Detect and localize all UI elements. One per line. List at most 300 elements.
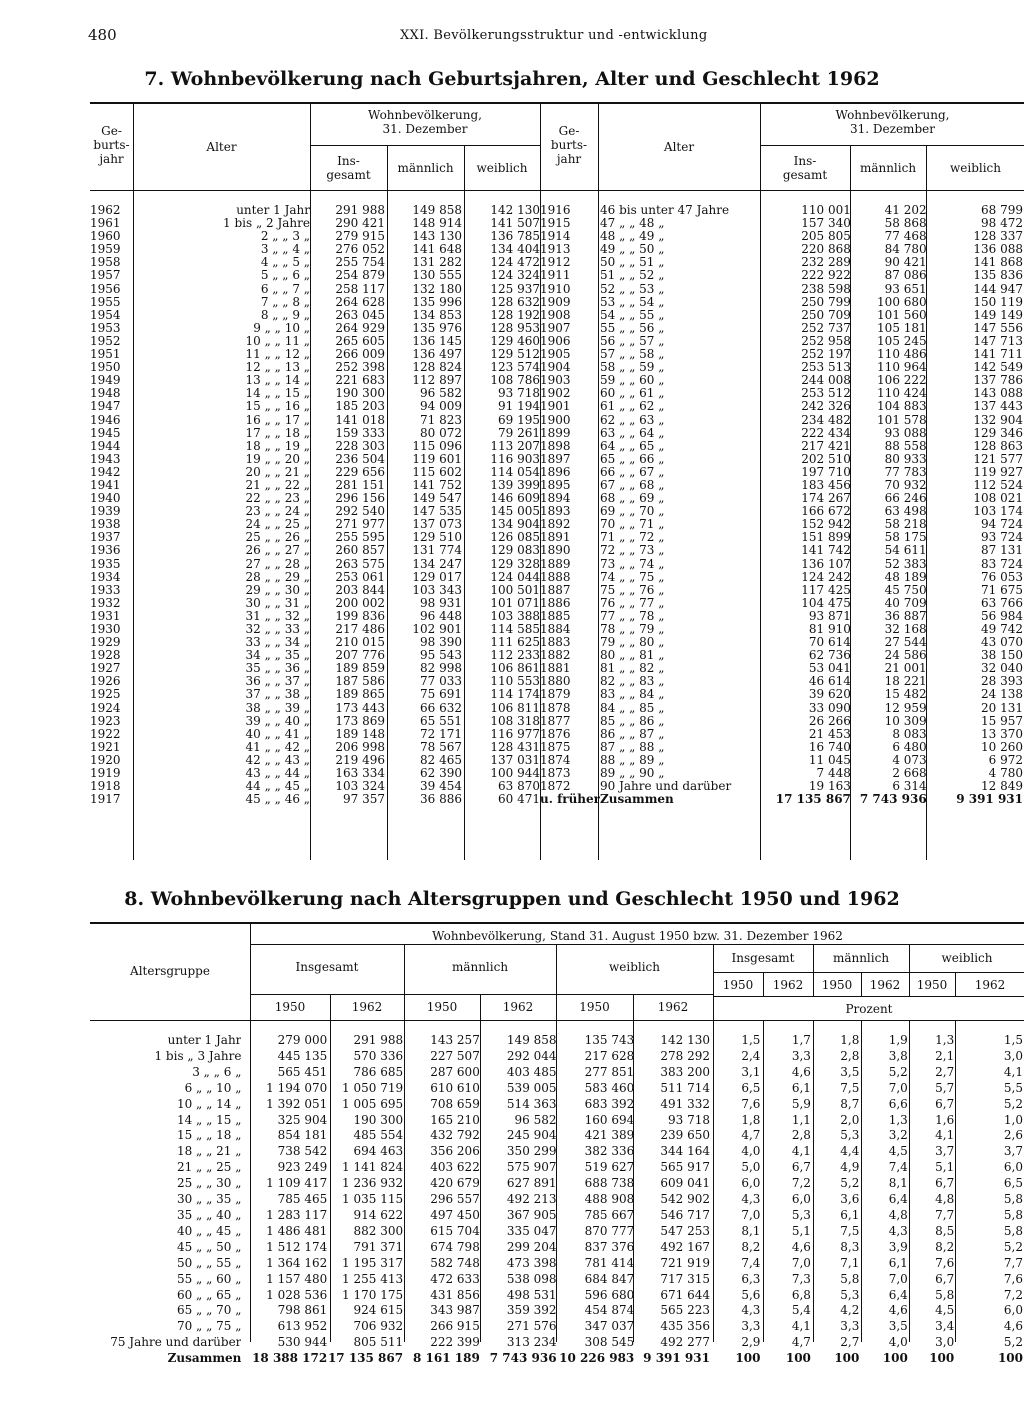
cell-ins-1950: 445 135 [277,1048,328,1063]
cell-ins-1950: 854 181 [277,1128,328,1143]
cell-insgesamt: 141 018 [335,413,385,427]
cell-m-1962: 473 398 [506,1255,557,1270]
cell-weiblich: 129 328 [490,557,540,571]
cell-w-1962: 492 277 [660,1335,710,1350]
cell-altersgruppe: 30 „ „ 35 „ [176,1192,242,1207]
table-row [540,296,1023,309]
cell-ins-1962: 1 050 719 [342,1080,404,1095]
cell-geburtsjahr: 1923 [90,714,121,728]
table-row [90,531,540,544]
cell-alter: 11 „ „ 12 „ [245,348,310,362]
cell-insgesamt: 258 117 [335,282,385,296]
cell-alter: 9 „ „ 10 „ [253,321,310,335]
cell-geburtsjahr: 1955 [90,295,121,309]
cell-m-1950: 296 557 [430,1192,480,1207]
cell-w-1950: 781 414 [584,1255,635,1270]
cell-pct-m-1962: 1,9 [888,1033,908,1047]
cell-geburtsjahr: 1902 [540,387,571,401]
cell-weiblich: 134 404 [490,243,540,257]
table-row [90,361,540,374]
table-row [90,230,540,243]
cell-w-1950: 688 738 [584,1176,635,1191]
cell-geburtsjahr: 1944 [90,439,121,453]
table-row [540,597,1023,610]
cell-alter: 44 „ „ 45 „ [245,780,310,794]
t8-stand-header: Wohnbevölkerung, Stand 31. August 1950 bzw. 31. Dezember 1962 [432,929,843,943]
cell-maennlich: 149 858 [412,204,462,217]
cell-weiblich: 103 388 [490,609,540,623]
cell-pct-ins-1962: 6,1 [791,1080,811,1095]
cell-ins-1950: 279 000 [277,1033,328,1047]
cell-alter: 14 „ „ 15 „ [245,387,310,401]
cell-pct-ins-1950: 7,4 [741,1255,761,1270]
cell-geburtsjahr: 1936 [90,544,121,558]
cell-maennlich: 101 560 [877,308,927,322]
table-row [90,623,540,636]
cell-maennlich: 10 309 [884,714,927,728]
cell-ins-1962: 1 035 115 [342,1192,404,1207]
cell-weiblich: 114 585 [490,623,540,636]
table-row [90,728,540,741]
table-row [540,623,1023,636]
cell-maennlich: 78 567 [420,740,462,754]
cell-geburtsjahr: 1932 [90,596,121,610]
cell-alter: 1 bis „ 2 Jahre [223,217,310,231]
table-row [90,1065,1023,1081]
cell-pct-ins-1950: 1,8 [741,1112,761,1127]
table-row [90,309,540,322]
cell-weiblich: 126 085 [490,531,540,545]
cell-weiblich: 124 472 [490,256,540,270]
cell-ins-1962: 485 554 [353,1128,404,1143]
cell-geburtsjahr: 1920 [90,753,121,767]
cell-maennlich: 132 180 [412,282,462,296]
cell-ins-1950: 785 465 [277,1192,328,1207]
table-row [540,427,1023,440]
table-row [540,204,1023,217]
cell-maennlich: 77 783 [884,465,927,479]
cell-m-1962: 627 891 [506,1176,557,1191]
cell-ins-1950: 798 861 [277,1303,328,1318]
cell-pct-w-1950: 1,3 [935,1033,955,1047]
cell-pct-ins-1950: 4,7 [741,1128,761,1143]
t8-col-w-1962: 1962 [657,1000,689,1014]
cell-alter: 56 „ „ 57 „ [599,334,665,348]
cell-geburtsjahr: 1886 [540,596,571,610]
cell-pct-m-1962: 4,5 [888,1144,908,1159]
cell-pct-m-1950: 2,0 [840,1112,860,1127]
cell-w-1962: 9 391 931 [643,1351,710,1366]
cell-insgesamt: 242 326 [801,400,851,414]
table-row [90,1144,1023,1160]
cell-alter: 35 „ „ 36 „ [245,662,310,676]
cell-alter: 2 „ „ 3 „ [260,230,310,244]
cell-geburtsjahr: 1919 [90,767,121,781]
cell-m-1962: 149 858 [506,1033,557,1047]
table-row [90,793,540,806]
t7-col-ins-right: Ins- gesamt [782,154,828,182]
cell-weiblich: 128 337 [973,230,1023,244]
cell-m-1962: 292 044 [506,1048,557,1063]
cell-maennlich: 106 222 [877,374,927,388]
table-row [90,440,540,453]
cell-maennlich: 110 964 [877,361,927,375]
cell-maennlich: 88 558 [884,439,927,453]
cell-m-1950: 615 704 [430,1223,480,1238]
cell-w-1962: 491 332 [660,1096,710,1111]
table-row [90,702,540,715]
cell-maennlich: 21 001 [884,662,927,676]
t7-col-ins-left: Ins- gesamt [326,154,371,182]
cell-w-1950: 421 389 [584,1128,635,1143]
cell-m-1962: 245 904 [506,1128,557,1143]
cell-ins-1950: 738 542 [277,1144,328,1159]
cell-maennlich: 128 824 [412,361,462,375]
cell-geburtsjahr: 1930 [90,623,121,636]
t8-pct-m-1950: 1950 [821,978,853,992]
cell-w-1962: 344 164 [660,1144,710,1159]
cell-ins-1950: 1 283 117 [266,1207,328,1222]
t8-pct-maennlich: männlich [832,951,890,965]
cell-pct-ins-1962: 4,1 [791,1144,811,1159]
cell-pct-ins-1962: 4,6 [791,1239,811,1254]
table-row [540,374,1023,387]
cell-maennlich: 147 535 [412,505,462,519]
table-row [540,610,1023,623]
cell-geburtsjahr: 1879 [540,688,571,702]
cell-alter: 64 „ „ 65 „ [599,439,665,453]
cell-pct-m-1950: 3,6 [840,1192,860,1207]
cell-m-1950: 287 600 [430,1064,480,1079]
cell-weiblich: 141 711 [973,348,1023,362]
cell-geburtsjahr: 1908 [540,308,571,322]
cell-geburtsjahr: 1947 [90,400,121,414]
table-row [90,1049,1023,1065]
table-row [90,1224,1023,1240]
t8-pct-w-1950: 1950 [916,978,948,992]
cell-weiblich: 68 799 [981,204,1023,217]
cell-geburtsjahr: 1951 [90,348,121,362]
cell-pct-ins-1962: 6,0 [791,1192,811,1207]
cell-pct-m-1950: 7,5 [840,1080,860,1095]
cell-maennlich: 58 868 [884,217,927,231]
cell-alter: 43 „ „ 44 „ [245,767,310,781]
cell-geburtsjahr: 1959 [90,243,121,257]
cell-ins-1962: 190 300 [353,1112,404,1127]
cell-geburtsjahr: 1922 [90,727,121,741]
cell-geburtsjahr: 1917 [90,793,121,807]
t8-col-altersgruppe: Altersgruppe [130,964,210,978]
cell-alter: 84 „ „ 85 „ [599,701,665,715]
table-row [90,427,540,440]
cell-weiblich: 116 977 [490,727,540,741]
cell-w-1962: 721 919 [660,1255,710,1270]
cell-weiblich: 28 393 [981,675,1023,689]
cell-w-1950: 519 627 [584,1160,635,1175]
cell-maennlich: 6 480 [892,740,927,754]
cell-alter: 7 „ „ 8 „ [260,295,310,309]
cell-geburtsjahr: 1915 [540,217,571,231]
cell-w-1950: 683 392 [584,1096,635,1111]
cell-pct-m-1962: 6,6 [888,1096,908,1111]
cell-insgesamt: 219 496 [335,753,385,767]
cell-maennlich: 84 780 [884,243,927,257]
cell-maennlich: 7 743 936 [859,793,927,807]
cell-weiblich: 98 472 [981,217,1023,231]
cell-insgesamt: 228 303 [335,439,385,453]
cell-insgesamt: 206 998 [335,740,385,754]
cell-ins-1962: 791 371 [353,1239,404,1254]
cell-insgesamt: 250 799 [801,295,851,309]
cell-pct-m-1950: 5,3 [840,1128,860,1143]
cell-weiblich: 106 861 [490,662,540,676]
cell-m-1950: 472 633 [430,1271,480,1286]
cell-alter: 65 „ „ 66 „ [599,452,665,466]
cell-pct-m-1950: 3,5 [840,1064,860,1079]
cell-geburtsjahr: 1899 [540,426,571,440]
table-row [90,1240,1023,1256]
cell-m-1950: 431 856 [430,1287,480,1302]
cell-alter: 79 „ „ 80 „ [599,636,665,650]
cell-pct-w-1950: 2,1 [935,1048,955,1063]
cell-w-1962: 546 717 [660,1207,710,1222]
cell-insgesamt: 279 915 [335,230,385,244]
cell-geburtsjahr: 1890 [540,544,571,558]
cell-pct-m-1950: 5,8 [840,1271,860,1286]
cell-weiblich: 20 131 [981,701,1023,715]
table-row [90,256,540,269]
cell-alter: 60 „ „ 61 „ [599,387,665,401]
cell-w-1962: 609 041 [660,1176,710,1191]
cell-w-1962: 435 356 [660,1319,710,1334]
cell-insgesamt: 190 300 [335,387,385,401]
cell-pct-m-1962: 3,8 [888,1048,908,1063]
cell-pct-ins-1962: 5,9 [791,1096,811,1111]
cell-pct-w-1962: 4,6 [1003,1319,1023,1334]
t8-col-m-1950: 1950 [426,1000,458,1014]
cell-alter: 3 „ „ 4 „ [260,243,310,257]
cell-maennlich: 105 181 [877,321,927,335]
cell-pct-m-1950: 1,8 [840,1033,860,1047]
cell-alter: 23 „ „ 24 „ [245,505,310,519]
cell-weiblich: 128 863 [973,439,1023,453]
cell-w-1950: 382 336 [584,1144,635,1159]
cell-alter: 55 „ „ 56 „ [599,321,665,335]
cell-insgesamt: 189 865 [335,688,385,702]
cell-insgesamt: 253 061 [335,570,385,584]
cell-weiblich: 87 131 [981,544,1023,558]
cell-maennlich: 131 282 [412,256,462,270]
cell-weiblich: 112 524 [973,478,1023,492]
cell-maennlich: 130 555 [412,269,462,283]
table8-body [90,1033,1023,1367]
cell-maennlich: 45 750 [884,583,927,597]
cell-w-1950: 347 037 [584,1319,635,1334]
cell-alter: 38 „ „ 39 „ [245,701,310,715]
cell-weiblich: 43 070 [981,636,1023,650]
cell-insgesamt: 271 977 [335,518,385,532]
cell-insgesamt: 173 443 [335,701,385,715]
cell-w-1950: 135 743 [584,1033,635,1047]
cell-geburtsjahr: 1903 [540,374,571,388]
cell-m-1962: 539 005 [506,1080,557,1095]
cell-w-1950: 160 694 [584,1112,635,1127]
cell-maennlich: 102 901 [412,623,462,636]
cell-insgesamt: 252 737 [801,321,851,335]
cell-geburtsjahr: 1905 [540,348,571,362]
cell-m-1962: 498 531 [506,1287,557,1302]
cell-pct-w-1962: 5,5 [1003,1080,1023,1095]
cell-insgesamt: 16 740 [808,740,851,754]
cell-maennlich: 15 482 [884,688,927,702]
cell-geburtsjahr: 1906 [540,334,571,348]
cell-m-1950: 266 915 [430,1319,480,1334]
cell-pct-m-1962: 4,6 [888,1303,908,1318]
t7-col-geburtsjahr-right: Ge- burts- jahr [550,124,588,166]
cell-maennlich: 8 083 [892,727,927,741]
cell-pct-w-1950: 2,7 [935,1064,955,1079]
cell-insgesamt: 210 015 [335,636,385,650]
cell-geburtsjahr: 1938 [90,518,121,532]
cell-pct-ins-1962: 1,7 [791,1033,811,1047]
cell-maennlich: 58 175 [884,531,927,545]
table7-right-body [540,204,1023,806]
cell-geburtsjahr: 1889 [540,557,571,571]
cell-geburtsjahr: 1884 [540,623,571,636]
table-row [540,649,1023,662]
cell-geburtsjahr: 1948 [90,387,121,401]
table-row [90,269,540,282]
cell-insgesamt: 252 958 [801,334,851,348]
cell-maennlich: 110 424 [877,387,927,401]
t8-col-weiblich: weiblich [608,960,661,974]
cell-weiblich: 147 713 [973,334,1023,348]
cell-pct-m-1950: 2,8 [840,1048,860,1063]
cell-geburtsjahr: 1921 [90,740,121,754]
cell-alter: 69 „ „ 70 „ [599,505,665,519]
cell-pct-ins-1950: 4,3 [741,1303,761,1318]
cell-insgesamt: 11 045 [808,753,851,767]
cell-w-1962: 565 917 [660,1160,710,1175]
cell-pct-w-1962: 5,8 [1003,1192,1023,1207]
cell-insgesamt: 255 595 [335,531,385,545]
cell-insgesamt: 222 922 [801,269,851,283]
cell-alter: 21 „ „ 22 „ [245,478,310,492]
cell-pct-ins-1950: 4,3 [741,1192,761,1207]
cell-geburtsjahr: 1910 [540,282,571,296]
cell-maennlich: 80 072 [420,426,462,440]
table-row [540,400,1023,413]
cell-m-1962: 313 234 [506,1335,557,1350]
cell-geburtsjahr: 1957 [90,269,121,283]
cell-geburtsjahr: 1928 [90,649,121,663]
cell-insgesamt: 46 614 [808,675,851,689]
table-row [90,1208,1023,1224]
cell-geburtsjahr: 1892 [540,518,571,532]
cell-geburtsjahr: 1914 [540,230,571,244]
cell-geburtsjahr: 1893 [540,505,571,519]
cell-m-1950: 674 798 [430,1239,480,1254]
cell-maennlich: 18 221 [884,675,927,689]
cell-geburtsjahr: 1949 [90,374,121,388]
cell-maennlich: 77 033 [420,675,462,689]
cell-m-1950: 343 987 [430,1303,480,1318]
table-row [90,322,540,335]
cell-alter: 68 „ „ 69 „ [599,492,665,506]
t8-pct-weiblich: weiblich [941,951,993,965]
table-row [540,348,1023,361]
cell-maennlich: 52 383 [884,557,927,571]
cell-weiblich: 32 040 [981,662,1023,676]
table-row [90,466,540,479]
cell-insgesamt: 221 683 [335,374,385,388]
cell-insgesamt: 217 421 [801,439,851,453]
cell-insgesamt: 276 052 [335,243,385,257]
cell-alter: 89 „ „ 90 „ [599,767,665,781]
cell-ins-1950: 530 944 [277,1335,328,1350]
cell-insgesamt: 17 135 867 [775,793,851,807]
cell-ins-1962: 882 300 [353,1223,404,1238]
cell-insgesamt: 220 868 [801,243,851,257]
cell-alter: 77 „ „ 78 „ [599,609,665,623]
t8-pct-m-1962: 1962 [869,978,901,992]
cell-alter: 59 „ „ 60 „ [599,374,665,388]
cell-m-1962: 538 098 [506,1271,557,1286]
cell-altersgruppe: 21 „ „ 25 „ [176,1160,242,1175]
cell-maennlich: 41 202 [884,204,927,217]
cell-alter: 42 „ „ 43 „ [245,753,310,767]
cell-alter: 63 „ „ 64 „ [599,426,665,440]
cell-weiblich: 145 005 [490,505,540,519]
cell-pct-ins-1962: 2,8 [791,1128,811,1143]
cell-ins-1962: 706 932 [353,1319,404,1334]
cell-geburtsjahr: 1877 [540,714,571,728]
table-row [540,662,1023,675]
cell-w-1962: 547 253 [660,1223,710,1238]
cell-insgesamt: 93 871 [808,609,851,623]
cell-weiblich: 136 785 [490,230,540,244]
cell-altersgruppe: 1 bis „ 3 Jahre [154,1048,242,1063]
cell-weiblich: 129 460 [490,334,540,348]
cell-maennlich: 134 853 [412,308,462,322]
cell-maennlich: 129 510 [412,531,462,545]
cell-insgesamt: 253 512 [801,387,851,401]
cell-insgesamt: 166 672 [801,505,851,519]
table-row [540,466,1023,479]
cell-insgesamt: 39 620 [808,688,851,702]
cell-altersgruppe: 10 „ „ 14 „ [176,1096,242,1111]
cell-weiblich: 128 953 [490,321,540,335]
cell-insgesamt: 203 844 [335,583,385,597]
table-row [540,571,1023,584]
cell-geburtsjahr: 1882 [540,649,571,663]
cell-altersgruppe: 55 „ „ 60 „ [176,1271,242,1286]
cell-pct-ins-1950: 8,2 [741,1239,761,1254]
cell-pct-w-1950: 6,7 [935,1271,955,1286]
cell-maennlich: 115 096 [412,439,462,453]
cell-alter: 62 „ „ 63 „ [599,413,665,427]
cell-weiblich: 128 632 [490,295,540,309]
table-row [90,1351,1023,1367]
cell-alter: 74 „ „ 75 „ [599,570,665,584]
cell-alter: 13 „ „ 14 „ [245,374,310,388]
cell-geburtsjahr: 1961 [90,217,121,231]
table-row [90,558,540,571]
cell-maennlich: 115 602 [412,465,462,479]
cell-ins-1950: 1 486 481 [266,1223,328,1238]
cell-pct-m-1950: 8,3 [840,1239,860,1254]
cell-w-1962: 717 315 [660,1271,710,1286]
